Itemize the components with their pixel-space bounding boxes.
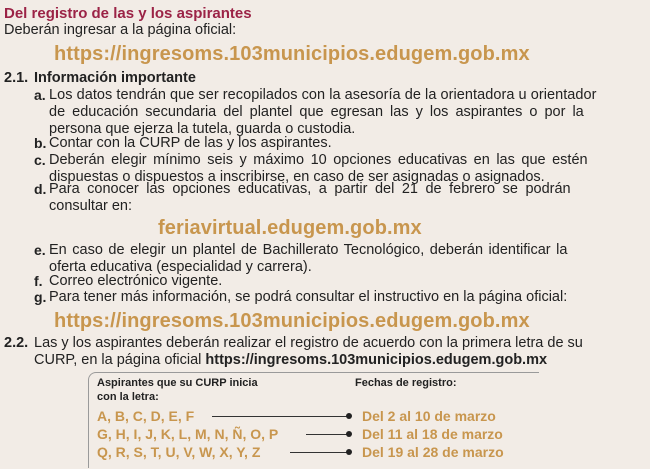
- col1-header-line: Aspirantes que su CURP inicia: [97, 377, 258, 389]
- section-21-number: 2.1.: [4, 70, 29, 86]
- item-d-text: [49, 181, 571, 215]
- row-dot: [346, 449, 352, 455]
- item-a-line: de educación secundaria del plantel que egresan las y los aspirantes o por la: [49, 103, 584, 120]
- item-e-text: [49, 242, 567, 276]
- item-e-line: En caso de elegir un plantel de Bachillerato Tecnológico, deberán identificar la: [49, 242, 568, 258]
- section-title: Del registro de las y los aspirantes: [4, 5, 252, 22]
- row-connector: [290, 452, 350, 453]
- row-connector: [306, 434, 350, 435]
- item-b-letter: b.: [34, 135, 47, 151]
- row-dates: Del 2 al 10 de marzo: [362, 408, 496, 424]
- row-dates: Del 11 al 18 de marzo: [362, 426, 503, 442]
- section-22-url-link[interactable]: https://ingresoms.103municipios.edugem.gob.mx: [205, 351, 548, 368]
- item-b-line: Contar con la CURP de las y los aspirantes.: [49, 135, 332, 151]
- row-dot: [346, 431, 352, 437]
- col1-header-line: con la letra:: [97, 390, 159, 403]
- item-d-line: Para conocer las opciones educativas, a partir del 21 de febrero se podrán: [49, 181, 571, 197]
- section-22-number: 2.2.: [4, 335, 29, 351]
- row-letters: Q, R, S, T, U, V, W, X, Y, Z: [97, 444, 261, 460]
- item-a-letter: a.: [34, 87, 46, 103]
- section-22-line: [34, 352, 583, 369]
- item-f-line: Correo electrónico vigente.: [49, 273, 223, 289]
- section-21-heading: Información importante: [34, 70, 196, 86]
- item-a-line: persona que ejerza la tutela, guarda o custodia.: [49, 120, 356, 137]
- schedule-col1-header: [97, 377, 258, 404]
- item-b-text: [49, 135, 332, 152]
- item-g-line: Para tener más información, se podrá consultar el instructivo en la página oficial:: [49, 289, 568, 305]
- feria-virtual-link[interactable]: feriavirtual.edugem.gob.mx: [158, 217, 422, 239]
- item-d-letter: d.: [34, 181, 47, 197]
- item-d-line: consultar en:: [49, 197, 133, 214]
- item-a-line: Los datos tendrán que ser recopilados con la asesoría de la orientadora u orientador: [49, 87, 597, 103]
- section-22-prefix: CURP, en la página oficial: [34, 351, 206, 368]
- row-letters: G, H, I, J, K, L, M, N, Ñ, O, P: [97, 426, 279, 442]
- section-22-text: [34, 335, 583, 369]
- item-c-line: dispuestas o dispuestos a inscribirse, en caso de ser asignadas o asignados.: [49, 168, 545, 185]
- schedule-col2-header: Fechas de registro:: [355, 377, 457, 389]
- item-e-letter: e.: [34, 242, 46, 258]
- row-connector: [212, 416, 350, 417]
- item-g-text: [49, 289, 567, 306]
- row-dot: [346, 413, 352, 419]
- item-c-letter: c.: [34, 152, 46, 168]
- instructivo-url-link[interactable]: https://ingresoms.103municipios.edugem.gob.mx: [54, 310, 530, 332]
- item-e-line: oferta educativa (especialidad y carrera).: [49, 258, 312, 275]
- item-f-text: [49, 273, 222, 290]
- row-dates: Del 19 al 28 de marzo: [362, 444, 504, 460]
- item-g-letter: g.: [34, 289, 47, 305]
- row-letters: A, B, C, D, E, F: [97, 408, 195, 424]
- section-subtitle: Deberán ingresar a la página oficial:: [4, 22, 237, 38]
- item-f-letter: f.: [34, 273, 43, 289]
- official-url-link[interactable]: https://ingresoms.103municipios.edugem.gob.mx: [54, 43, 530, 65]
- item-c-line: Deberán elegir mínimo seis y máximo 10 opciones educativas en las que estén: [49, 152, 588, 168]
- item-a-text: [49, 87, 627, 137]
- section-22-line: Las y los aspirantes deberán realizar el registro de acuerdo con la primera letra de su: [34, 335, 583, 351]
